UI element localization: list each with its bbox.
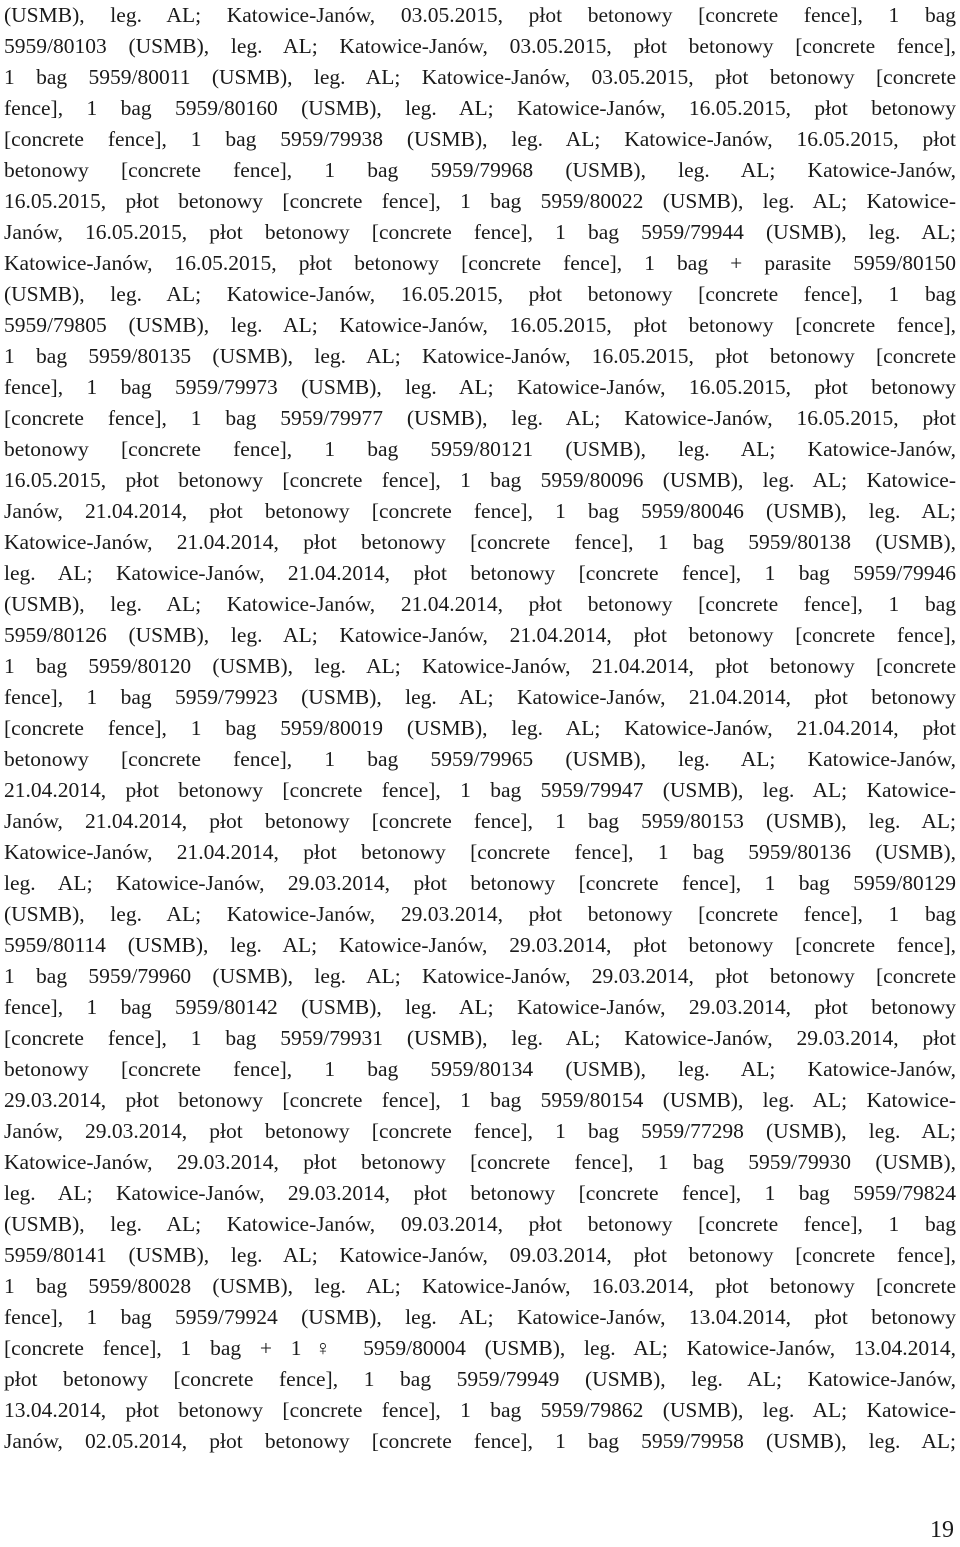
text-line: betonowy [concrete fence], 1 bag 5959/79965 (USMB), leg. AL; Katowice-Janów, xyxy=(4,747,956,771)
text-line: fence], 1 bag 5959/79973 (USMB), leg. AL; Katowice-Janów, 16.05.2015, płot betonowy xyxy=(4,375,956,399)
text-line: 1 bag 5959/80120 (USMB), leg. AL; Katowice-Janów, 21.04.2014, płot betonowy [concrete xyxy=(4,654,956,678)
text-line: Katowice-Janów, 21.04.2014, płot betonowy [concrete fence], 1 bag 5959/80136 (USMB), xyxy=(4,840,956,864)
text-line: 1 bag 5959/79960 (USMB), leg. AL; Katowice-Janów, 29.03.2014, płot betonowy [concrete xyxy=(4,964,956,988)
text-line: Katowice-Janów, 29.03.2014, płot betonowy [concrete fence], 1 bag 5959/79930 (USMB), xyxy=(4,1150,956,1174)
text-line: (USMB), leg. AL; Katowice-Janów, 03.05.2015, płot betonowy [concrete fence], 1 bag xyxy=(4,3,956,27)
text-line: Janów, 02.05.2014, płot betonowy [concrete fence], 1 bag 5959/79958 (USMB), leg. AL; xyxy=(4,1429,956,1453)
text-line: 5959/80114 (USMB), leg. AL; Katowice-Janów, 29.03.2014, płot betonowy [concrete fence], xyxy=(4,933,956,957)
text-line: płot betonowy [concrete fence], 1 bag 5959/79949 (USMB), leg. AL; Katowice-Janów, xyxy=(4,1367,956,1391)
text-line: 13.04.2014, płot betonowy [concrete fence], 1 bag 5959/79862 (USMB), leg. AL; Katowice- xyxy=(4,1398,956,1422)
text-line: 5959/80126 (USMB), leg. AL; Katowice-Janów, 21.04.2014, płot betonowy [concrete fence], xyxy=(4,623,956,647)
text-line: leg. AL; Katowice-Janów, 29.03.2014, płot betonowy [concrete fence], 1 bag 5959/80129 xyxy=(4,871,956,895)
text-line: (USMB), leg. AL; Katowice-Janów, 09.03.2014, płot betonowy [concrete fence], 1 bag xyxy=(4,1212,956,1236)
text-line: 16.05.2015, płot betonowy [concrete fence], 1 bag 5959/80022 (USMB), leg. AL; Katowice- xyxy=(4,189,956,213)
text-line: 29.03.2014, płot betonowy [concrete fence], 1 bag 5959/80154 (USMB), leg. AL; Katowice- xyxy=(4,1088,956,1112)
text-line: 5959/80141 (USMB), leg. AL; Katowice-Janów, 09.03.2014, płot betonowy [concrete fence], xyxy=(4,1243,956,1267)
text-line: [concrete fence], 1 bag 5959/79977 (USMB), leg. AL; Katowice-Janów, 16.05.2015, płot xyxy=(4,406,956,430)
text-line: Janów, 16.05.2015, płot betonowy [concrete fence], 1 bag 5959/79944 (USMB), leg. AL; xyxy=(4,220,956,244)
text-line: 21.04.2014, płot betonowy [concrete fence], 1 bag 5959/79947 (USMB), leg. AL; Katowice- xyxy=(4,778,956,802)
text-line: betonowy [concrete fence], 1 bag 5959/79968 (USMB), leg. AL; Katowice-Janów, xyxy=(4,158,956,182)
text-line: Janów, 21.04.2014, płot betonowy [concrete fence], 1 bag 5959/80153 (USMB), leg. AL; xyxy=(4,809,956,833)
text-line: 1 bag 5959/80028 (USMB), leg. AL; Katowice-Janów, 16.03.2014, płot betonowy [concrete xyxy=(4,1274,956,1298)
text-line: 1 bag 5959/80135 (USMB), leg. AL; Katowice-Janów, 16.05.2015, płot betonowy [concrete xyxy=(4,344,956,368)
text-line: 5959/80103 (USMB), leg. AL; Katowice-Janów, 03.05.2015, płot betonowy [concrete fence], xyxy=(4,34,956,58)
text-line: fence], 1 bag 5959/79923 (USMB), leg. AL; Katowice-Janów, 21.04.2014, płot betonowy xyxy=(4,685,956,709)
text-line: betonowy [concrete fence], 1 bag 5959/80121 (USMB), leg. AL; Katowice-Janów, xyxy=(4,437,956,461)
text-line: [concrete fence], 1 bag 5959/80019 (USMB), leg. AL; Katowice-Janów, 21.04.2014, płot xyxy=(4,716,956,740)
text-line: Katowice-Janów, 16.05.2015, płot betonowy [concrete fence], 1 bag + parasite 5959/80150 xyxy=(4,251,956,275)
body-text xyxy=(4,0,956,1457)
text-line: [concrete fence], 1 bag 5959/79938 (USMB), leg. AL; Katowice-Janów, 16.05.2015, płot xyxy=(4,127,956,151)
text-line: Katowice-Janów, 21.04.2014, płot betonowy [concrete fence], 1 bag 5959/80138 (USMB), xyxy=(4,530,956,554)
text-line: 1 bag 5959/80011 (USMB), leg. AL; Katowice-Janów, 03.05.2015, płot betonowy [concrete xyxy=(4,65,956,89)
text-line: (USMB), leg. AL; Katowice-Janów, 16.05.2015, płot betonowy [concrete fence], 1 bag xyxy=(4,282,956,306)
text-line: Janów, 21.04.2014, płot betonowy [concrete fence], 1 bag 5959/80046 (USMB), leg. AL; xyxy=(4,499,956,523)
text-line: (USMB), leg. AL; Katowice-Janów, 21.04.2014, płot betonowy [concrete fence], 1 bag xyxy=(4,592,956,616)
text-line: fence], 1 bag 5959/80160 (USMB), leg. AL; Katowice-Janów, 16.05.2015, płot betonowy xyxy=(4,96,956,120)
text-line: [concrete fence], 1 bag + 1♀ 5959/80004 (USMB), leg. AL; Katowice-Janów, 13.04.2014, xyxy=(4,1336,956,1360)
text-line: betonowy [concrete fence], 1 bag 5959/80134 (USMB), leg. AL; Katowice-Janów, xyxy=(4,1057,956,1081)
text-line: leg. AL; Katowice-Janów, 29.03.2014, płot betonowy [concrete fence], 1 bag 5959/79824 xyxy=(4,1181,956,1205)
text-line: Janów, 29.03.2014, płot betonowy [concrete fence], 1 bag 5959/77298 (USMB), leg. AL; xyxy=(4,1119,956,1143)
text-line: fence], 1 bag 5959/80142 (USMB), leg. AL; Katowice-Janów, 29.03.2014, płot betonowy xyxy=(4,995,956,1019)
page-number: 19 xyxy=(930,1517,954,1543)
text-line: 16.05.2015, płot betonowy [concrete fence], 1 bag 5959/80096 (USMB), leg. AL; Katowice- xyxy=(4,468,956,492)
text-line: leg. AL; Katowice-Janów, 21.04.2014, płot betonowy [concrete fence], 1 bag 5959/79946 xyxy=(4,561,956,585)
text-line: fence], 1 bag 5959/79924 (USMB), leg. AL; Katowice-Janów, 13.04.2014, płot betonowy xyxy=(4,1305,956,1329)
text-line: (USMB), leg. AL; Katowice-Janów, 29.03.2014, płot betonowy [concrete fence], 1 bag xyxy=(4,902,956,926)
text-line: 5959/79805 (USMB), leg. AL; Katowice-Janów, 16.05.2015, płot betonowy [concrete fence], xyxy=(4,313,956,337)
text-line: [concrete fence], 1 bag 5959/79931 (USMB), leg. AL; Katowice-Janów, 29.03.2014, płot xyxy=(4,1026,956,1050)
